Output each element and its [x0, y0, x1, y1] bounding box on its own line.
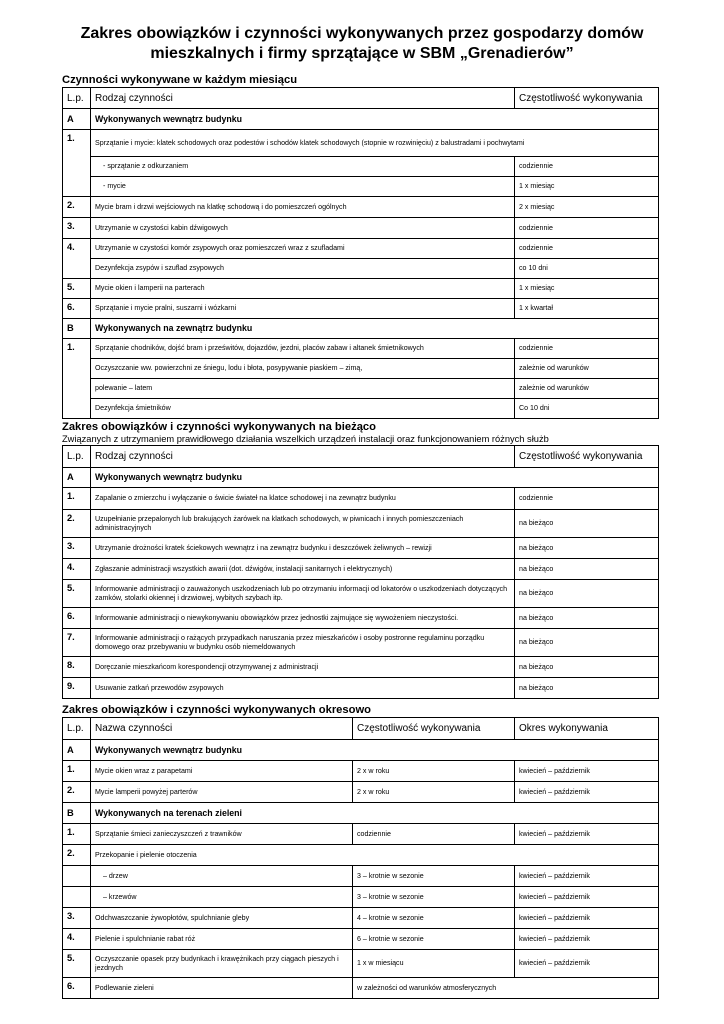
- row-activity: Oczyszczanie ww. powierzchni ze śniegu, lodu i błota, posypywanie piaskiem – zimą,: [91, 359, 515, 379]
- row-lp: 4.: [63, 929, 91, 950]
- row-lp: 3.: [63, 908, 91, 929]
- table-row: [63, 782, 659, 803]
- table-row: [63, 197, 659, 218]
- title-line-2: mieszkalnych i firmy sprzątające w SBM „Grenadierów”: [150, 45, 574, 62]
- row-frequency: zależnie od warunków: [515, 379, 659, 399]
- table-header-row: [63, 88, 659, 109]
- header-lp: L.p.: [63, 446, 91, 468]
- row-frequency: 1 x miesiąc: [515, 279, 659, 299]
- row-period: kwiecień – październik: [515, 887, 659, 908]
- row-frequency: co 10 dni: [515, 259, 659, 279]
- row-frequency: zależnie od warunków: [515, 359, 659, 379]
- row-period: kwiecień – październik: [515, 908, 659, 929]
- table-row: [63, 978, 659, 999]
- row-lp-empty: [63, 887, 91, 908]
- row-lp-empty: [63, 866, 91, 887]
- table-row: [63, 259, 659, 279]
- row-activity: Dezynfekcja śmietników: [91, 399, 515, 419]
- row-activity: Utrzymanie w czystości komór zsypowych oraz pomieszczeń wraz z szufladami: [91, 239, 515, 259]
- header-frequency: Częstotliwość wykonywania: [515, 446, 659, 468]
- section-ongoing: [62, 421, 658, 699]
- row-period: kwiecień – październik: [515, 824, 659, 845]
- row-lp: 4.: [63, 559, 91, 580]
- table-row: [63, 130, 659, 157]
- header-frequency: Częstotliwość wykonywania: [353, 718, 515, 740]
- table-row: [63, 157, 659, 177]
- row-frequency: 2 x w roku: [353, 761, 515, 782]
- table-row: [63, 538, 659, 559]
- row-frequency: na bieżąco: [515, 510, 659, 538]
- row-activity: Zapalanie o zmierzchu i wyłączanie o świcie świateł na klatce schodowej i na zewnątrz budynku: [91, 488, 515, 510]
- row-activity: Informowanie administracji o zauważonych uszkodzeniach lub po otrzymaniu informacji od lokatorów o uszkodzeniach dotyczących zamków, stolarki okiennej i drzwiowej, wybitych szybach itp.: [91, 580, 515, 608]
- table-row: [63, 761, 659, 782]
- row-activity: Przekopanie i pielenie otoczenia: [91, 845, 659, 866]
- group-lp: A: [63, 109, 91, 130]
- row-frequency: codziennie: [515, 239, 659, 259]
- row-lp: 4.: [63, 239, 91, 279]
- table-row: [63, 657, 659, 678]
- row-activity: Sprzątanie śmieci zanieczyszczeń z trawników: [91, 824, 353, 845]
- row-activity: Mycie okien i lamperii na parterach: [91, 279, 515, 299]
- header-activity-name: Nazwa czynności: [91, 718, 353, 740]
- row-frequency: na bieżąco: [515, 538, 659, 559]
- row-activity: - mycie: [91, 177, 515, 197]
- row-activity: Informowanie administracji o rażących przypadkach naruszania przez mieszkańców i osoby postronne regulaminu porządku domowego oraz przebywaniu w budynku osób niemeldowanych: [91, 629, 515, 657]
- row-lp: 5.: [63, 279, 91, 299]
- group-label: Wykonywanych wewnątrz budynku: [91, 740, 659, 761]
- row-activity: Odchwaszczanie żywopłotów, spulchnianie gleby: [91, 908, 353, 929]
- group-row: [63, 468, 659, 488]
- row-lp: 3.: [63, 538, 91, 559]
- row-activity: Mycie bram i drzwi wejściowych na klatkę schodową i do pomieszczeń ogólnych: [91, 197, 515, 218]
- table-row: [63, 510, 659, 538]
- row-lp: 1.: [63, 824, 91, 845]
- table-row: [63, 950, 659, 978]
- row-lp: 3.: [63, 218, 91, 239]
- row-frequency: codziennie: [515, 339, 659, 359]
- table-row: [63, 559, 659, 580]
- table-row: [63, 339, 659, 359]
- section-subheading: Związanych z utrzymaniem prawidłowego działania wszelkich urządzeń instalacji oraz funkcjonowaniem różnych służb: [62, 434, 549, 444]
- row-activity: Zgłaszanie administracji wszystkich awarii (dot. dźwigów, instalacji sanitarnych i elektrycznych): [91, 559, 515, 580]
- group-row: [63, 740, 659, 761]
- group-label: Wykonywanych wewnątrz budynku: [91, 468, 659, 488]
- table-row: [63, 177, 659, 197]
- table-row: [63, 929, 659, 950]
- row-frequency: 3 – krotnie w sezonie: [353, 887, 515, 908]
- group-label: Wykonywanych na zewnątrz budynku: [91, 319, 659, 339]
- row-frequency: 4 – krotnie w sezonie: [353, 908, 515, 929]
- group-row: [63, 319, 659, 339]
- table-row: [63, 824, 659, 845]
- row-activity: – drzew: [91, 866, 353, 887]
- row-lp: 7.: [63, 629, 91, 657]
- header-activity: Rodzaj czynności: [91, 88, 515, 109]
- row-lp: 8.: [63, 657, 91, 678]
- document-title: [40, 24, 684, 64]
- header-lp: L.p.: [63, 718, 91, 740]
- table-row: [63, 399, 659, 419]
- header-frequency: Częstotliwość wykonywania: [515, 88, 659, 109]
- row-frequency: na bieżąco: [515, 657, 659, 678]
- group-lp: B: [63, 803, 91, 824]
- row-period: kwiecień – październik: [515, 866, 659, 887]
- row-frequency: na bieżąco: [515, 559, 659, 580]
- row-lp: 2.: [63, 197, 91, 218]
- table-row: [63, 239, 659, 259]
- row-activity: Sprzątanie chodników, dojść bram i prześwitów, dojazdów, jezdni, placów zabaw i altanek śmietnikowych: [91, 339, 515, 359]
- table-row: [63, 218, 659, 239]
- row-frequency: w zależności od warunków atmosferycznych: [353, 978, 659, 999]
- row-activity: Sprzątanie i mycie pralni, suszarni i wózkarni: [91, 299, 515, 319]
- row-lp: 1.: [63, 488, 91, 510]
- row-activity: polewanie – latem: [91, 379, 515, 399]
- row-frequency: Co 10 dni: [515, 399, 659, 419]
- table-row: [63, 608, 659, 629]
- row-activity: – krzewów: [91, 887, 353, 908]
- table-row: [63, 359, 659, 379]
- group-lp: A: [63, 740, 91, 761]
- row-lp: 6.: [63, 978, 91, 999]
- row-activity: - sprzątanie z odkurzaniem: [91, 157, 515, 177]
- table-row: [63, 887, 659, 908]
- section-heading: Zakres obowiązków i czynności wykonywanych na bieżąco: [62, 421, 376, 433]
- group-row: [63, 803, 659, 824]
- header-period: Okres wykonywania: [515, 718, 659, 740]
- row-frequency: 1 x miesiąc: [515, 177, 659, 197]
- row-lp: 2.: [63, 510, 91, 538]
- row-lp: 2.: [63, 782, 91, 803]
- row-activity: Uzupełnianie przepalonych lub brakujących żarówek na klatkach schodowych, w piwnicach i innych pomieszczeniach administracyjnych: [91, 510, 515, 538]
- row-period: kwiecień – październik: [515, 929, 659, 950]
- table-row: [63, 866, 659, 887]
- row-period: kwiecień – październik: [515, 782, 659, 803]
- group-label: Wykonywanych wewnątrz budynku: [91, 109, 659, 130]
- table-row: [63, 488, 659, 510]
- periodic-table: [62, 717, 659, 999]
- group-lp: A: [63, 468, 91, 488]
- row-frequency: codziennie: [515, 218, 659, 239]
- title-line-1: Zakres obowiązków i czynności wykonywanych przez gospodarzy domów: [80, 25, 644, 42]
- table-row: [63, 299, 659, 319]
- row-frequency: codziennie: [515, 157, 659, 177]
- row-frequency: na bieżąco: [515, 580, 659, 608]
- row-activity: Pielenie i spulchnianie rabat róż: [91, 929, 353, 950]
- section-heading: Czynności wykonywane w każdym miesiącu: [62, 74, 298, 86]
- row-lp: 6.: [63, 299, 91, 319]
- row-period: kwiecień – październik: [515, 761, 659, 782]
- row-lp: 2.: [63, 845, 91, 866]
- row-activity: Sprzątanie i mycie: klatek schodowych oraz podestów i schodów klatek schodowych (stopnie w rozwinięciu) z balustradami i pochwytami: [91, 130, 659, 157]
- row-lp: 1.: [63, 761, 91, 782]
- row-lp: 1.: [63, 130, 91, 197]
- row-frequency: na bieżąco: [515, 629, 659, 657]
- section-monthly: [62, 74, 658, 419]
- section-periodic: [62, 704, 658, 999]
- row-frequency: codziennie: [353, 824, 515, 845]
- row-frequency: na bieżąco: [515, 608, 659, 629]
- row-frequency: 1 x kwartał: [515, 299, 659, 319]
- section-heading: Zakres obowiązków i czynności wykonywanych okresowo: [62, 704, 371, 716]
- row-frequency: 1 x w miesiącu: [353, 950, 515, 978]
- row-frequency: 6 – krotnie w sezonie: [353, 929, 515, 950]
- row-lp: 5.: [63, 950, 91, 978]
- row-activity: Usuwanie zatkań przewodów zsypowych: [91, 678, 515, 699]
- table-row: [63, 845, 659, 866]
- monthly-table: [62, 87, 659, 419]
- row-activity: Doręczanie mieszkańcom korespondencji otrzymywanej z administracji: [91, 657, 515, 678]
- header-activity: Rodzaj czynności: [91, 446, 515, 468]
- group-row: [63, 109, 659, 130]
- group-label: Wykonywanych na terenach zieleni: [91, 803, 659, 824]
- row-frequency: 2 x w roku: [353, 782, 515, 803]
- row-lp: 5.: [63, 580, 91, 608]
- row-activity: Utrzymanie w czystości kabin dźwigowych: [91, 218, 515, 239]
- row-activity: Dezynfekcja zsypów i szuflad zsypowych: [91, 259, 515, 279]
- row-frequency: codziennie: [515, 488, 659, 510]
- table-row: [63, 629, 659, 657]
- row-frequency: 3 – krotnie w sezonie: [353, 866, 515, 887]
- table-row: [63, 678, 659, 699]
- table-row: [63, 379, 659, 399]
- row-activity: Utrzymanie drożności kratek ściekowych wewnątrz i na zewnątrz budynku i deszczówek żeliwnych – rewizji: [91, 538, 515, 559]
- row-frequency: na bieżąco: [515, 678, 659, 699]
- row-lp: 9.: [63, 678, 91, 699]
- row-activity: Oczyszczanie opasek przy budynkach i krawężnikach przy ciągach pieszych i jezdnych: [91, 950, 353, 978]
- table-row: [63, 580, 659, 608]
- row-lp: 6.: [63, 608, 91, 629]
- row-activity: Mycie okien wraz z parapetami: [91, 761, 353, 782]
- row-frequency: 2 x miesiąc: [515, 197, 659, 218]
- table-header-row: [63, 446, 659, 468]
- ongoing-table: [62, 445, 659, 699]
- table-row: [63, 279, 659, 299]
- row-activity: Informowanie administracji o niewykonywaniu obowiązków przez jednostki zajmujące się wywożeniem nieczystości.: [91, 608, 515, 629]
- group-lp: B: [63, 319, 91, 339]
- row-activity: Mycie lamperii powyżej parterów: [91, 782, 353, 803]
- table-row: [63, 908, 659, 929]
- table-header-row: [63, 718, 659, 740]
- row-period: kwiecień – październik: [515, 950, 659, 978]
- row-lp: 1.: [63, 339, 91, 419]
- header-lp: L.p.: [63, 88, 91, 109]
- row-activity: Podlewanie zieleni: [91, 978, 353, 999]
